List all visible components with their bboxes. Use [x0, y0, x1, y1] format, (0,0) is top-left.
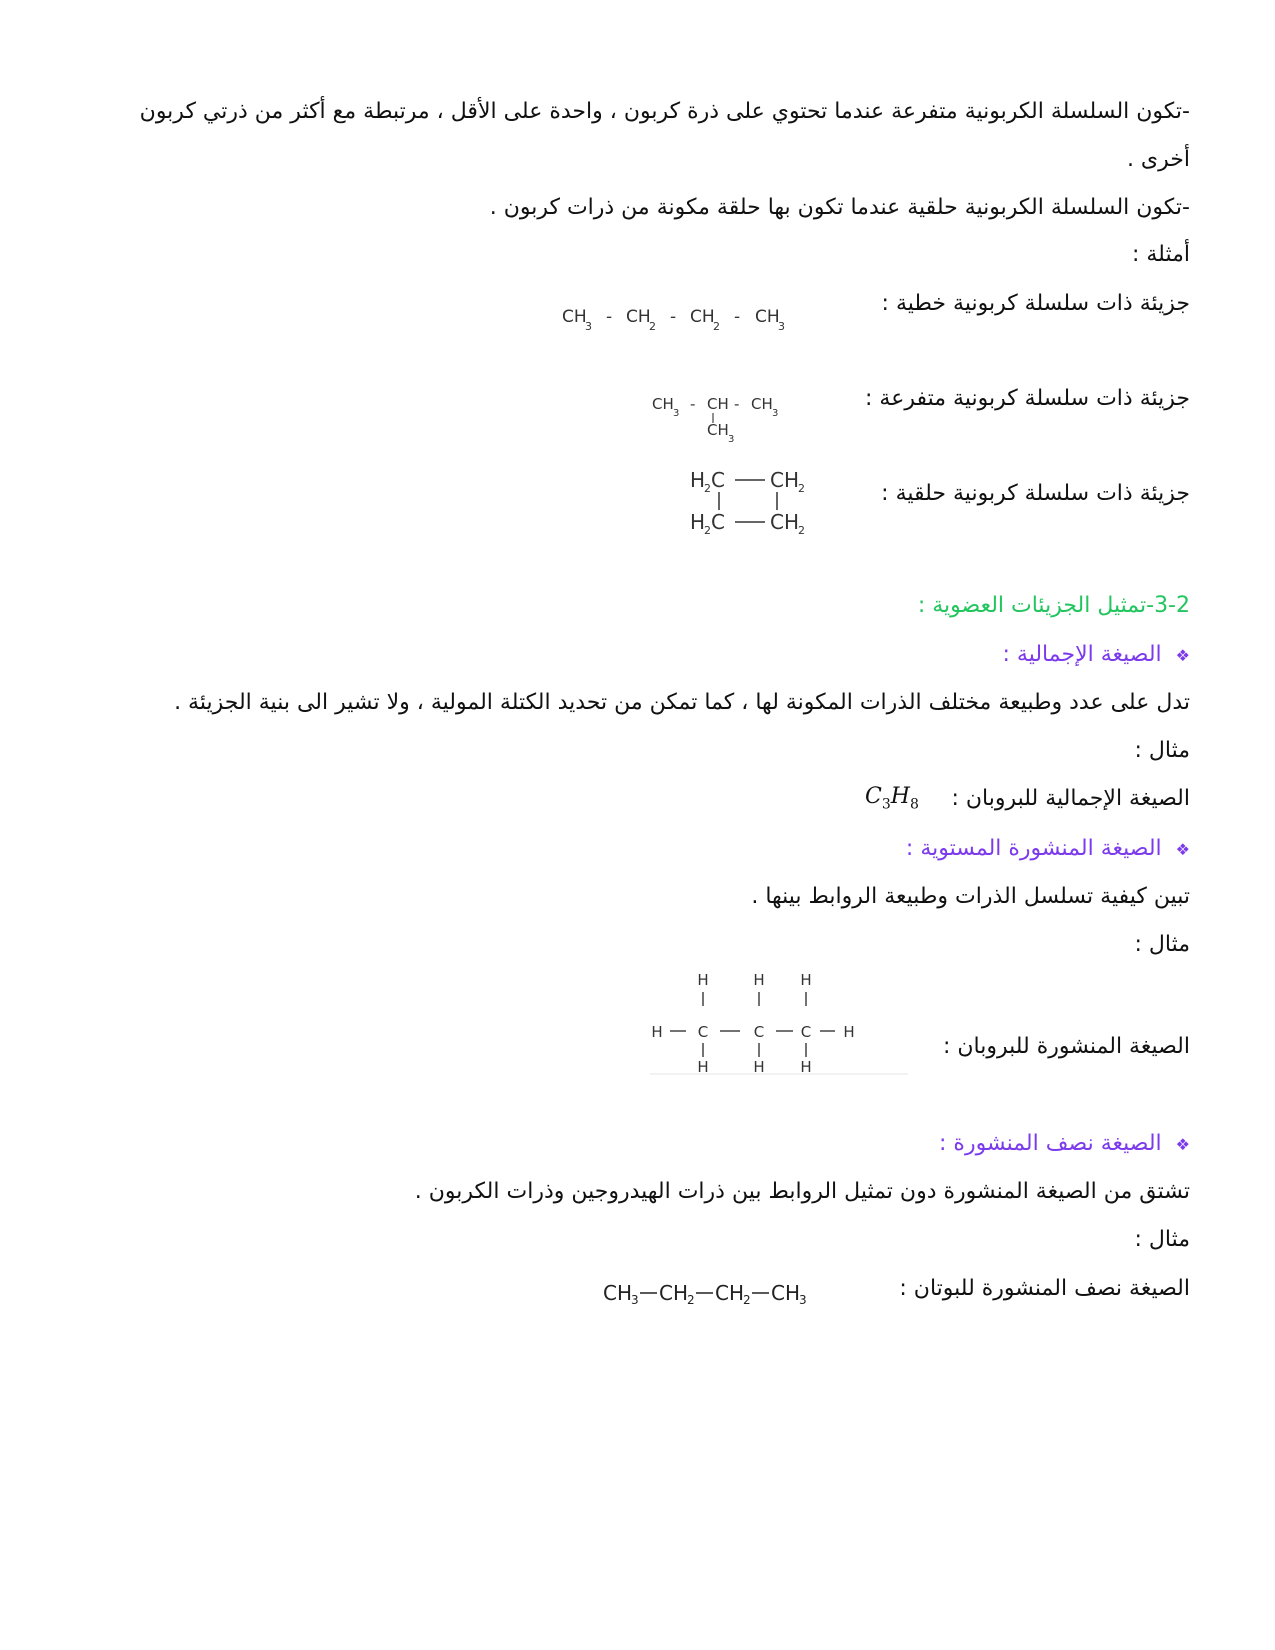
diamond-bullet-icon: ❖ [1175, 840, 1190, 859]
branched-chain-label: جزيئة ذات سلسلة كربونية متفرعة : [865, 386, 1190, 411]
group-ch3: CH [707, 421, 729, 439]
bond-dash: - [606, 307, 613, 327]
butane-semi-label: الصيغة نصف المنشورة للبوتان : [899, 1276, 1190, 1301]
atom-h: H [800, 971, 812, 989]
subscript: 2 [649, 320, 656, 333]
section-heading: 3-2-تمثيل الجزيئات العضوية : [917, 593, 1190, 618]
propane-structural-label: الصيغة المنشورة للبروبان : [942, 1034, 1190, 1059]
butane-semi-formula [603, 1278, 853, 1312]
subscript: 3 [778, 320, 785, 333]
subscript: 3 [772, 408, 779, 419]
subscript: 2 [798, 482, 805, 495]
structural-formula-title-text: الصيغة المنشورة المستوية : [905, 836, 1162, 861]
group-ch2: CH [690, 307, 715, 327]
branched-chain-formula [650, 390, 810, 455]
semi-structural-title-text: الصيغة نصف المنشورة : [939, 1131, 1162, 1156]
subscript: 8 [909, 796, 919, 813]
examples-label: أمثلة : [1131, 242, 1190, 267]
subscript: 3 [631, 1293, 639, 1307]
diamond-bullet-icon: ❖ [1175, 1135, 1190, 1154]
atom-h: H [800, 1058, 812, 1076]
atom-h: H [890, 784, 910, 809]
group-ch3: CH [771, 1281, 801, 1305]
subscript: 3 [585, 320, 592, 333]
linear-chain-formula [560, 300, 820, 340]
atom-h: H [651, 1023, 663, 1041]
subscript: 3 [728, 434, 735, 445]
bond-dash: - [734, 307, 741, 327]
gross-example-label: مثال : [1134, 738, 1190, 763]
propane-structural-formula [650, 940, 910, 1080]
linear-chain-label: جزيئة ذات سلسلة كربونية خطية : [881, 291, 1190, 316]
subscript: 2 [704, 524, 711, 537]
propane-gross-label: الصيغة الإجمالية للبروبان : [951, 786, 1190, 811]
structural-formula-title [906, 834, 1190, 865]
branched-definition-line1: -تكون السلسلة الكربونية متفرعة عندما تحتوي على ذرة كربون ، واحدة على الأقل ، مرتبطة مع أكثر من ذرتي كربون [139, 99, 1190, 124]
atom-c: C [753, 1023, 765, 1041]
group-ch2: CH [659, 1281, 689, 1305]
subscript: 2 [704, 482, 711, 495]
atom-c: C [800, 1023, 812, 1041]
group-ch: CH [707, 395, 729, 413]
group-ch3: CH [603, 1281, 633, 1305]
gross-formula-title-text: الصيغة الإجمالية : [1002, 642, 1162, 667]
semi-structural-title [939, 1129, 1190, 1160]
structural-example-label: مثال : [1134, 932, 1190, 957]
structural-formula-description: تبين كيفية تسلسل الذرات وطبيعة الروابط بينها . [751, 884, 1190, 909]
propane-gross-formula [865, 784, 919, 812]
subscript: 2 [687, 1293, 695, 1307]
subscript: 3 [673, 408, 680, 419]
atom-h: H [697, 1058, 709, 1076]
subscript: 2 [713, 320, 720, 333]
group-ch2: CH [626, 307, 651, 327]
bond-dash: - [690, 395, 696, 413]
subscript: 2 [743, 1293, 751, 1307]
cyclic-chain-label: جزيئة ذات سلسلة كربونية حلقية : [881, 481, 1190, 506]
subscript: 3 [881, 796, 891, 813]
group-ch3: CH [562, 307, 587, 327]
group-ch3: CH [652, 395, 674, 413]
cyclic-definition: -تكون السلسلة الكربونية حلقية عندما تكون بها حلقة مكونة من ذرات كربون . [489, 195, 1190, 220]
atom-h: H [690, 468, 706, 492]
group-ch: CH [770, 510, 800, 534]
group-ch2: CH [715, 1281, 745, 1305]
atom-c: C [711, 468, 725, 492]
branched-definition-line2: أخرى . [1126, 147, 1190, 172]
gross-formula-title [1003, 640, 1191, 671]
group-ch: CH [770, 468, 800, 492]
bond-dash: - [670, 307, 677, 327]
atom-c: C [697, 1023, 709, 1041]
subscript: 3 [799, 1293, 807, 1307]
semi-example-label: مثال : [1134, 1227, 1190, 1252]
atom-h: H [697, 971, 709, 989]
bond-dash: - [734, 395, 740, 413]
atom-h: H [753, 1058, 765, 1076]
group-ch3: CH [755, 307, 780, 327]
atom-c: C [865, 784, 882, 809]
atom-h: H [690, 510, 706, 534]
group-ch3: CH [751, 395, 773, 413]
semi-structural-description: تشتق من الصيغة المنشورة دون تمثيل الروابط بين ذرات الهيدروجين وذرات الكربون . [414, 1179, 1190, 1204]
diamond-bullet-icon: ❖ [1175, 646, 1190, 665]
subscript: 2 [798, 524, 805, 537]
atom-c: C [711, 510, 725, 534]
atom-h: H [843, 1023, 855, 1041]
atom-h: H [753, 971, 765, 989]
gross-formula-description: تدل على عدد وطبيعة مختلف الذرات المكونة لها ، كما تمكن من تحديد الكتلة المولية ، ولا تشير الى بنية الجزيئة . [174, 690, 1190, 715]
cyclic-chain-formula [690, 465, 830, 555]
